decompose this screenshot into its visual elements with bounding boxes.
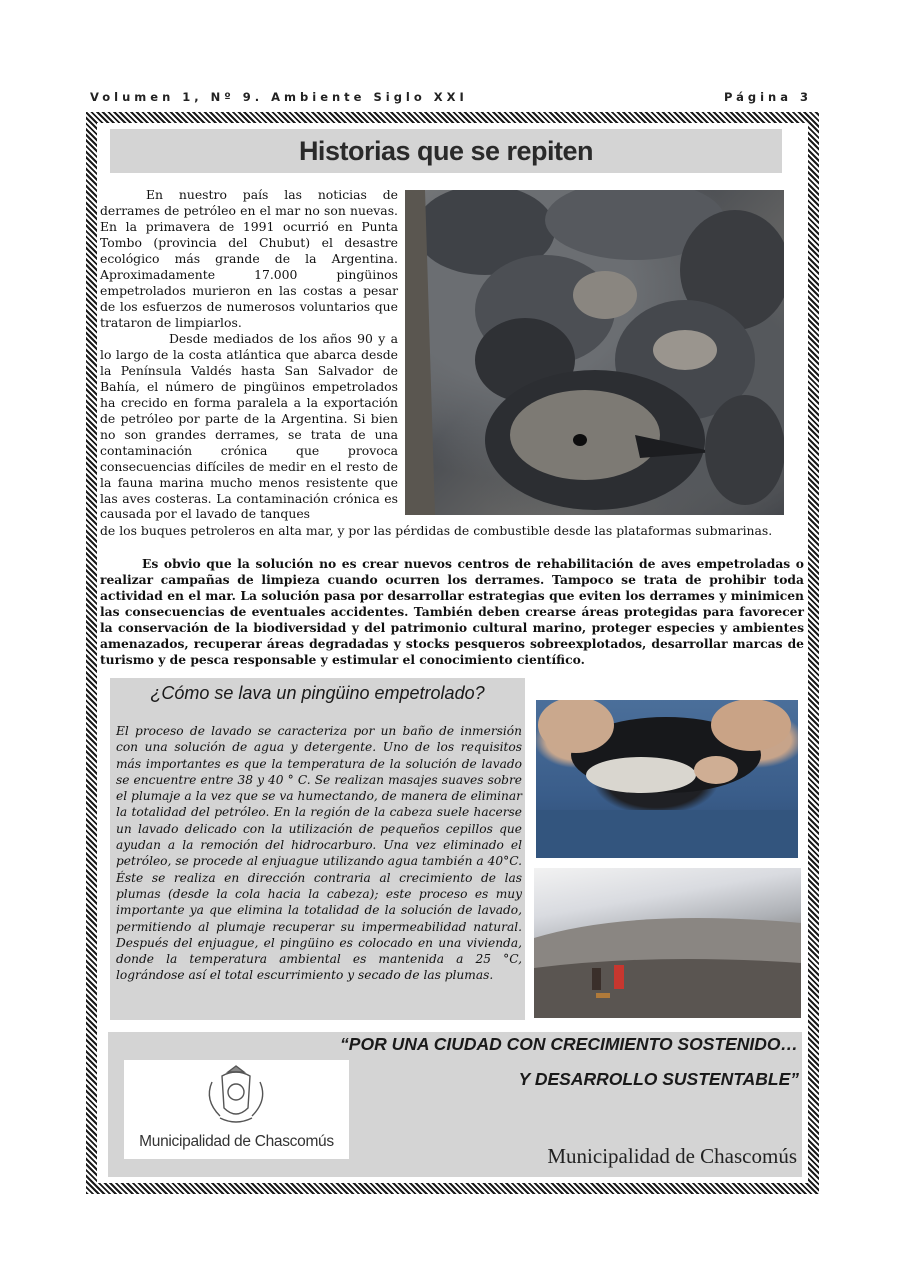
municipality-logo [124,1060,349,1159]
article-paragraph-1: En nuestro país las noticias de derrames de petróleo en el mar no son nuevas. En la primavera de 1991 ocurrió en Punta Tombo (provincia del Chubut) el desastre ecológico más grande de la Argentina. Aproximadamente 17.000 pingüinos empetrolados murieron en las costas a pesar de los esfuerzos de numerosos voluntarios que trataron de limpiarlos. [100,187,398,330]
sidebar-box-heading: ¿Cómo se lava un pingüino empetrolado? [150,683,485,703]
article-title-bar [110,129,782,173]
oiled-penguins-photo [405,190,784,515]
header-page-number: Página 3 [723,90,812,104]
beach-colony-illustration [534,868,801,1018]
slogan-line-2: Y DESARROLLO SUSTENTABLE” [518,1069,799,1089]
beach-colony-photo [534,868,801,1018]
penguin-washing-photo [536,700,798,858]
footer-signature: Municipalidad de Chascomús [547,1144,797,1168]
slogan-line-1: “POR UNA CIUDAD CON CRECIMIENTO SOSTENIDO… [340,1034,798,1054]
article-paragraph-2-continued: de los buques petroleros en alta mar, y por las pérdidas de combustible desde las plataformas submarinas. [100,523,773,538]
sidebar-box-text: El proceso de lavado se caracteriza por un baño de inmersión con una solución de agua y detergente. Uno de los requisitos más importantes es que la temperatura de la solución de lavado se encuentre entre 38 y 40 ° C. Se realizan masajes suaves sobre el plumaje a la vez que se va humectando, de manera de eliminar la totalidad del petróleo. En la región de la cabeza suele hacerse un lavado delicado con la utilización de pequeños cepillos que ayudan a la remoción del hidrocarburo. Una vez eliminado el petróleo, se procede al enjuague utilizando agua también a 40°C. Éste se realiza en dirección contraria al crecimiento de las plumas (desde la cola hacia la cabeza); este proceso es muy importante ya que elimina la totalidad de la solución de lavado, permitiendo al plumaje recuperar su impermeabilidad natural. Después del enjuague, el pingüino es colocado en una vivienda, donde la temperatura ambiental es mantenida a 25 °C, lográndose así el total escurrimiento y secado de las plumas. [116,724,522,983]
article-title: Historias que se repiten [298,136,594,166]
logo-caption: Municipalidad de Chascomús [139,1133,334,1150]
penguin-washing-illustration [536,700,798,858]
oiled-penguins-illustration [405,190,784,515]
article-paragraph-2: Desde mediados de los años 90 y a lo largo de la costa atlántica que abarca desde la Península Valdés hasta San Salvador de Bahía, el número de pingüinos empetrolados ha crecido en forma paralela a la exportación de petróleo por parte de la Argentina. Si bien no son grandes derrames, se trata de una contaminación crónica que provoca consecuencias difíciles de medir en el resto de la fauna marina mucho menos resistente que las aves costeras. La contaminación crónica es causada por el lavado de tanques [100,331,398,522]
running-header [90,90,812,106]
coat-of-arms-icon [124,1060,349,1130]
header-issue-label: Volumen 1, Nº 9. Ambiente Siglo XXI [90,90,468,104]
article-paragraph-3-bold: Es obvio que la solución no es crear nuevos centros de rehabilitación de aves empetroladas o realizar campañas de limpieza cuando ocurren los derrames. Tampoco se trata de prohibir toda actividad en el mar. La solución pasa por desarrollar estrategias que eviten los derrames y minimicen las consecuencias de eventuales accidentes. También deben crearse áreas protegidas para favorecer la conservación de la biodiversidad y del patrimonio cultural marino, proteger especies y ambientes amenazados, recuperar áreas degradadas y stocks pesqueros sobreexplotados, desarrollar marcas de turismo y de pesca responsable y estimular el conocimiento científico. [100,556,804,667]
